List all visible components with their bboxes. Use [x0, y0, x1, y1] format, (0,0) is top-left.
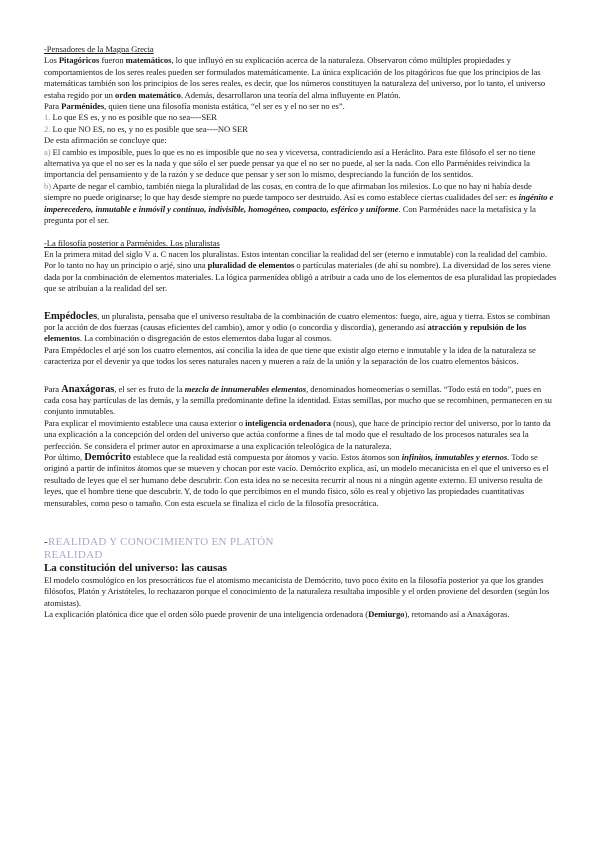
paragraph-point-a: a) El cambio es imposible, pues lo que es no es imposible que no sea y viceversa, contradiciendo así a Heráclito. Para este filósofo el ser no tiene alternativa ya que el no ser es la nada y que sólo el ser puede pensar ya que el no ser no puede, al ser la nada. Con ello Parménides reivindica la importancia del pensamiento y de la razón y se deduce que pensar y ser son lo mismo, despreciando la función de los sentidos.	[44, 146, 536, 180]
paragraph-anaxagoras: Para Anaxágoras, el ser es fruto de la mezcla de innumerables elementos, denominados homeomerías o semillas. “Todo está en todo”, pues en cada cosa hay partículas de las demás, y la semilla predominante define la identidad. Estas semillas, por mucho que se recombinen, permanecen en su conjunto inmutables.	[44, 383, 552, 417]
list-item-1: 1. Lo que ES es, y no es posible que no sea----SER	[44, 112, 217, 123]
document-page	[44, 44, 558, 621]
paragraph-modelo-cosmologico: El modelo cosmológico en los presocráticos fue el atomismo mecanicista de Demócrito, tuvo poco éxito en la filosofía posterior ya que los grandes filósofos, Platón y Aristóteles, lo rechazaron porque el conocimiento de la naturaleza resultaba imposible y el orden proviene del desorden (según los atomistas).	[44, 575, 550, 608]
section-heading-pluralistas: -La filosofía posterior a Parménides. Los pluralistas	[44, 237, 220, 248]
subheading-causas: La constitución del universo: las causas	[44, 562, 227, 575]
list-item-2: 2. Lo que NO ES, no es, y no es posible que sea----NO SER	[44, 123, 248, 134]
paragraph-parmenides: Para Parménides, quien tiene una filosofía monista estática, “el ser es y el no ser no es”.	[44, 101, 345, 112]
section-heading-realidad: REALIDAD	[44, 548, 103, 561]
paragraph-empedocles-arje: Para Empédocles el arjé son los cuatro elementos, así concilia la idea de que tiene que existir algo eterno e inmutable y la idea de la naturaleza se caracteriza por el devenir ya que todos los seres naturales nacen y mueren a raíz de la unión y la separación de los cuatro elementos básicos.	[44, 344, 536, 367]
section-heading-magna-grecia: -Pensadores de la Magna Grecia	[44, 44, 154, 54]
paragraph-pluralistas: En la primera mitad del siglo V a. C nacen los pluralistas. Estos intentan conciliar la realidad del ser (eterno e inmutable) con la realidad del cambio. Por lo tanto no hay un principio o arjé, sino una pluralidad de elementos o partículas materiales (de ahí su nombre). La diversidad de los seres viene dada por la combinación de elementos materiales. La lógica parmenídea obligó a atribuir a cada uno de los elementos de esa pluralidad las propiedades que se atribuían a la realidad del ser.	[44, 248, 557, 294]
paragraph-conclusion-intro: De esta afirmación se concluye que:	[44, 135, 167, 146]
paragraph-pitagoricos: Los Pitagóricos fueron matemáticos, lo que influyó en su explicación acerca de la naturaleza. Observaron cómo múltiples propiedades y comportamientos de los seres reales pueden ser formulados matemáticamente. La única explicación de los pitagóricos fue que los principios de las matemáticas también son los principios de los seres reales, es decir, que los números constituyen la naturaleza del universo, por lo tanto, el universo estaba regido por un orden matemático. Además, desarrollaron una teoría del alma influyente en Platón.	[44, 55, 546, 100]
paragraph-demiurgo: La explicación platónica dice que el orden sólo puede provenir de una inteligencia ordenadora (Demiurgo), retomando así a Anaxágoras.	[44, 609, 510, 620]
paragraph-democrito: Por último, Demócrito establece que la realidad está compuesta por átomos y vacío. Estos átomos son infinitos, inmutables y eternos. Todo se originó a partir de infinitos átomos que se mueven y chocan por este vacío. Demócrito explica, así, un modelo mecanicista en el que el universo es el resultado de leyes que el ser humano debe descubrir. Con esta idea no se necesita recurrir al nous ni a ningún agente externo. El universo resulta de leyes, que el hombre tiene que descubrir. Y, de todo lo que percibimos en el mundo físico, sólo es real y objetivo las propiedades cuantitativas mensurables, como peso o tamaño. Con esta escuela se finaliza el ciclo de la filosofía presocrática.	[44, 452, 549, 508]
paragraph-nous: Para explicar el movimiento establece una causa exterior o inteligencia ordenadora (nous), que hace de principio rector del universo, por lo tanto da una explicación a la concepción del orden del universo que actúa conforme a fines de tal modo que el resultado de los procesos naturales sea la perfección. Se considera el primer autor en aproximarse a una explicación teleológica de la naturaleza.	[44, 417, 551, 451]
paragraph-point-b: b) Aparte de negar el cambio, también niega la pluralidad de las cosas, en contra de lo que afirmaban los milesios. Lo que no hay ni había desde siempre no puede originarse; lo que hay desde siempre no puede tampoco ser destruido. Así es como establece ciertas cualidades del ser: es ingénito e imperecedero, inmutable e inmóvil y continuo, indivisible, homogéneo, compacto, esférico y uniforme. Con Parménides nace la metafísica y la pregunta por el ser.	[44, 180, 554, 226]
section-heading-platon: -REALIDAD Y CONOCIMIENTO EN PLATÓN	[44, 536, 274, 549]
paragraph-empedocles: Empédocles, un pluralista, pensaba que el universo resultaba de la combinación de cuatro elementos: fuego, aire, agua y tierra. Estos se combinan por la acción de dos fuerzas (causas eficientes del cambio), amor y odio (o concordia y discordia), generando así atracción y repulsión de los elementos. La combinación o disgregación de estos elementos daba lugar al cosmos.	[44, 310, 551, 344]
